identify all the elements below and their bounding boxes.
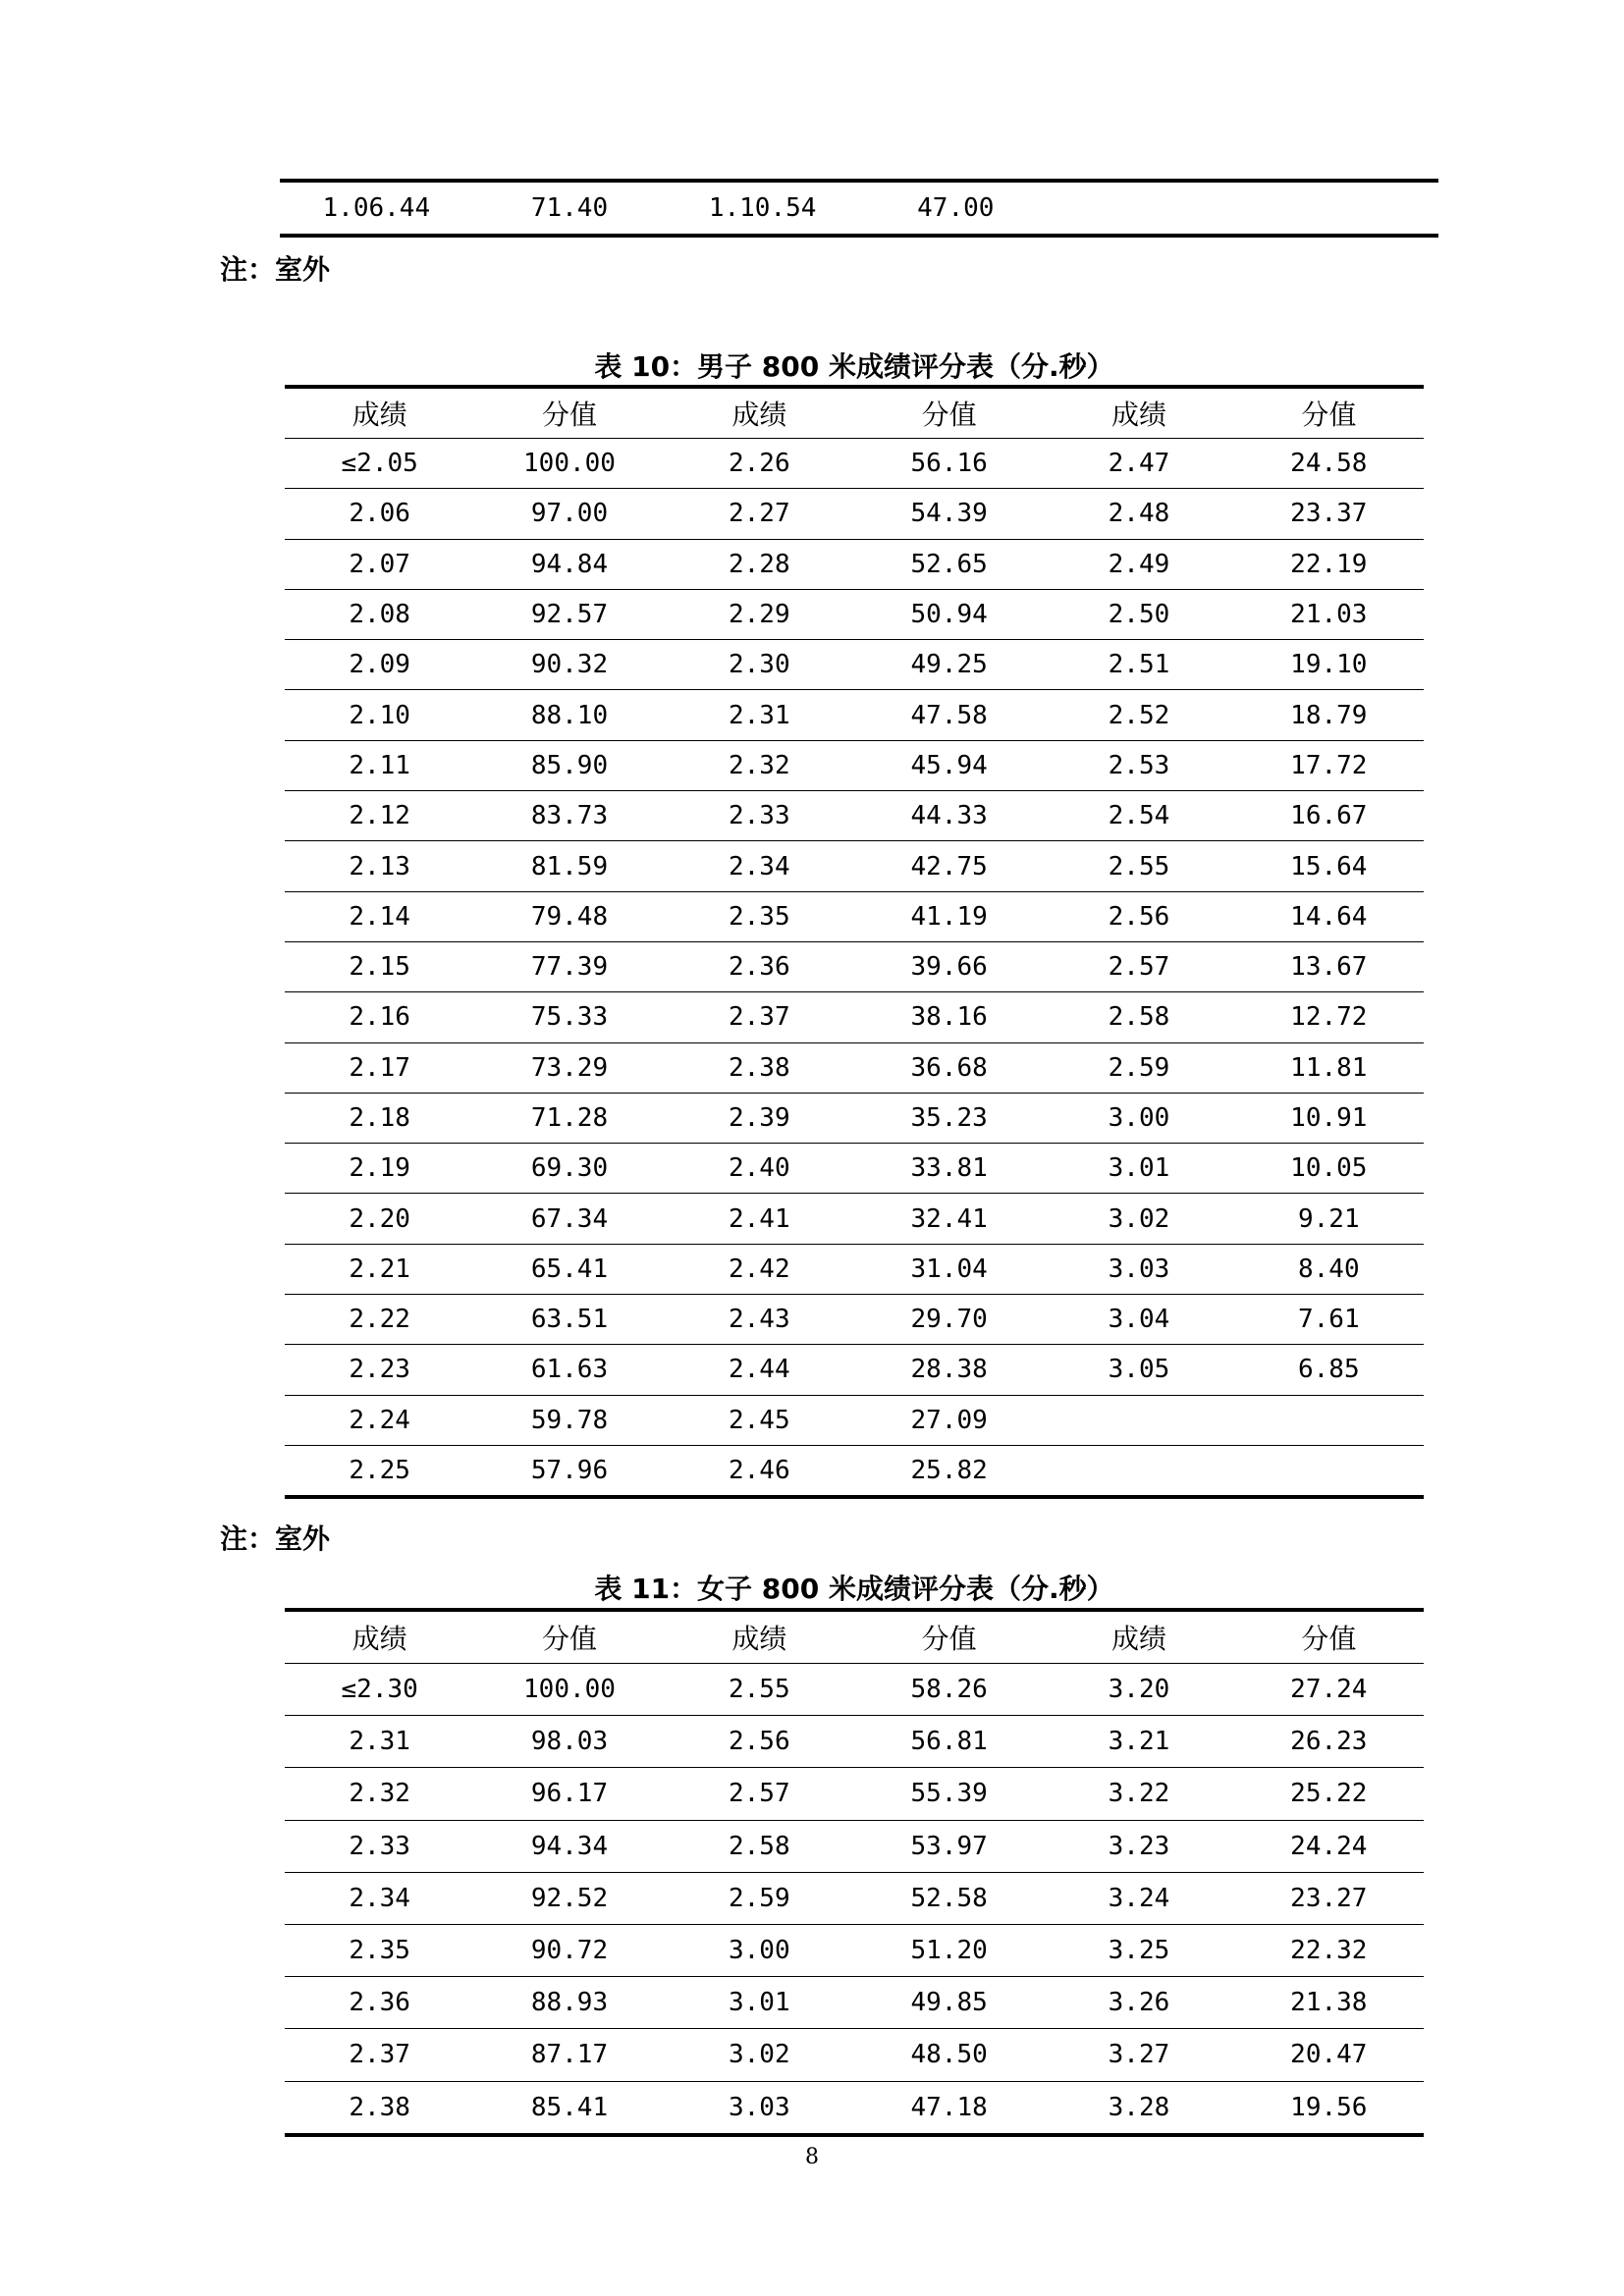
score-cell: 24.58 (1234, 439, 1424, 489)
table-header-row (285, 1610, 1424, 1664)
score-cell: 21.03 (1234, 589, 1424, 639)
score-cell: 65.41 (474, 1244, 664, 1294)
score-cell: 13.67 (1234, 941, 1424, 991)
score-cell: 14.64 (1234, 891, 1424, 941)
score-cell: 85.90 (474, 740, 664, 790)
result-cell: 3.03 (665, 2081, 854, 2135)
result-cell: 2.59 (1044, 1042, 1233, 1093)
result-cell: 2.47 (1044, 439, 1233, 489)
table-row (285, 941, 1424, 991)
score-cell: 97.00 (474, 489, 664, 539)
score-cell: 57.96 (474, 1445, 664, 1497)
table-row (285, 539, 1424, 589)
score-cell: 12.72 (1234, 992, 1424, 1042)
table-cell: 1.10.54 (708, 193, 817, 223)
score-cell: 98.03 (474, 1716, 664, 1768)
score-cell: 69.30 (474, 1144, 664, 1194)
result-cell: 2.15 (285, 941, 474, 991)
column-header: 分值 (474, 387, 664, 439)
score-cell: 17.72 (1234, 740, 1424, 790)
result-cell: 2.45 (665, 1395, 854, 1445)
result-cell: 2.55 (1044, 841, 1233, 891)
result-cell: 2.51 (1044, 640, 1233, 690)
table-cell (1245, 181, 1438, 236)
score-cell: 96.17 (474, 1768, 664, 1820)
result-cell: 2.39 (665, 1093, 854, 1143)
column-header: 成绩 (1044, 387, 1233, 439)
result-cell: 2.26 (665, 439, 854, 489)
score-cell: 15.64 (1234, 841, 1424, 891)
column-header: 分值 (854, 1610, 1044, 1664)
table-row (285, 1445, 1424, 1497)
score-cell: 39.66 (854, 941, 1044, 991)
result-cell: 3.27 (1044, 2029, 1233, 2081)
result-cell: 2.32 (665, 740, 854, 790)
table-row (285, 2029, 1424, 2081)
result-cell: 2.35 (285, 1924, 474, 1976)
result-cell: 3.23 (1044, 1820, 1233, 1872)
result-cell: 2.31 (665, 690, 854, 740)
table-cell: 47.00 (917, 193, 995, 223)
column-header: 成绩 (285, 387, 474, 439)
score-cell: 19.56 (1234, 2081, 1424, 2135)
table-note: 注：室外 (220, 253, 331, 286)
score-cell: 61.63 (474, 1345, 664, 1395)
score-cell: 38.16 (854, 992, 1044, 1042)
result-cell: 2.56 (1044, 891, 1233, 941)
result-cell: 2.19 (285, 1144, 474, 1194)
score-cell: 11.81 (1234, 1042, 1424, 1093)
score-cell: 100.00 (474, 1664, 664, 1716)
table-row (285, 690, 1424, 740)
result-cell: 3.25 (1044, 1924, 1233, 1976)
score-cell: 67.34 (474, 1194, 664, 1244)
result-cell: 2.13 (285, 841, 474, 891)
score-cell: 7.61 (1234, 1295, 1424, 1345)
score-cell: 41.19 (854, 891, 1044, 941)
score-cell: 25.82 (854, 1445, 1044, 1497)
score-cell: 73.29 (474, 1042, 664, 1093)
result-cell: 2.43 (665, 1295, 854, 1345)
result-cell: 2.58 (665, 1820, 854, 1872)
score-cell: 55.39 (854, 1768, 1044, 1820)
result-cell: 2.07 (285, 539, 474, 589)
score-cell: 92.52 (474, 1872, 664, 1924)
table10-male-800m-scores (285, 385, 1424, 1499)
table-row (285, 1295, 1424, 1345)
column-header: 分值 (854, 387, 1044, 439)
table-row (285, 1244, 1424, 1294)
result-cell: 2.33 (665, 791, 854, 841)
score-cell: 22.32 (1234, 1924, 1424, 1976)
table-header-row (285, 387, 1424, 439)
score-cell: 45.94 (854, 740, 1044, 790)
result-cell: 2.31 (285, 1716, 474, 1768)
table-cell: 1.06.44 (322, 193, 431, 223)
result-cell: 3.26 (1044, 1977, 1233, 2029)
result-cell: 2.25 (285, 1445, 474, 1497)
column-header: 成绩 (285, 1610, 474, 1664)
result-cell: 2.37 (665, 992, 854, 1042)
score-cell: 48.50 (854, 2029, 1044, 2081)
score-cell: 92.57 (474, 589, 664, 639)
column-header: 成绩 (1044, 1610, 1233, 1664)
score-cell: 28.38 (854, 1345, 1044, 1395)
score-cell: 29.70 (854, 1295, 1044, 1345)
table-row (285, 1716, 1424, 1768)
score-cell: 90.32 (474, 640, 664, 690)
score-cell: 36.68 (854, 1042, 1044, 1093)
result-cell: 2.24 (285, 1395, 474, 1445)
result-cell (1044, 1445, 1233, 1497)
result-cell: 3.24 (1044, 1872, 1233, 1924)
score-cell: 27.24 (1234, 1664, 1424, 1716)
score-cell: 19.10 (1234, 640, 1424, 690)
result-cell: 2.57 (1044, 941, 1233, 991)
score-cell: 52.65 (854, 539, 1044, 589)
score-cell: 88.10 (474, 690, 664, 740)
score-cell: 9.21 (1234, 1194, 1424, 1244)
score-cell: 6.85 (1234, 1345, 1424, 1395)
table-row (285, 1977, 1424, 2029)
result-cell: 2.54 (1044, 791, 1233, 841)
score-cell: 87.17 (474, 2029, 664, 2081)
score-cell: 10.91 (1234, 1093, 1424, 1143)
score-cell: 21.38 (1234, 1977, 1424, 2029)
table-row (285, 2081, 1424, 2135)
score-cell: 85.41 (474, 2081, 664, 2135)
page-number: 8 (805, 2145, 819, 2169)
score-cell: 54.39 (854, 489, 1044, 539)
score-cell: 50.94 (854, 589, 1044, 639)
score-cell: 56.81 (854, 1716, 1044, 1768)
score-cell: 25.22 (1234, 1768, 1424, 1820)
result-cell: 2.22 (285, 1295, 474, 1345)
score-cell: 42.75 (854, 841, 1044, 891)
column-header: 成绩 (665, 387, 854, 439)
score-cell: 81.59 (474, 841, 664, 891)
result-cell: 2.57 (665, 1768, 854, 1820)
table-row (285, 891, 1424, 941)
score-cell: 26.23 (1234, 1716, 1424, 1768)
result-cell: ≤2.05 (285, 439, 474, 489)
table-row (285, 992, 1424, 1042)
score-cell (1234, 1395, 1424, 1445)
table10-caption: 表 10：男子 800 米成绩评分表（分.秒） (594, 350, 1114, 383)
result-cell: 2.30 (665, 640, 854, 690)
score-cell: 31.04 (854, 1244, 1044, 1294)
table-row (285, 1194, 1424, 1244)
previous-table-tail (280, 179, 1438, 238)
result-cell: 2.11 (285, 740, 474, 790)
result-cell: 2.46 (665, 1445, 854, 1497)
result-cell: 2.44 (665, 1345, 854, 1395)
score-cell: 53.97 (854, 1820, 1044, 1872)
score-cell: 10.05 (1234, 1144, 1424, 1194)
table-row (285, 1820, 1424, 1872)
score-cell (1234, 1445, 1424, 1497)
column-header: 分值 (474, 1610, 664, 1664)
result-cell: 2.28 (665, 539, 854, 589)
table-cell: 71.40 (530, 193, 609, 223)
result-cell: 2.38 (285, 2081, 474, 2135)
score-cell: 52.58 (854, 1872, 1044, 1924)
score-cell: 24.24 (1234, 1820, 1424, 1872)
table-row (285, 1144, 1424, 1194)
table11-caption: 表 11：女子 800 米成绩评分表（分.秒） (594, 1573, 1114, 1605)
result-cell: ≤2.30 (285, 1664, 474, 1716)
result-cell: 2.09 (285, 640, 474, 690)
score-cell: 18.79 (1234, 690, 1424, 740)
result-cell: 2.14 (285, 891, 474, 941)
result-cell: 2.42 (665, 1244, 854, 1294)
score-cell: 47.58 (854, 690, 1044, 740)
table-row (285, 1924, 1424, 1976)
table-row (285, 1345, 1424, 1395)
score-cell: 88.93 (474, 1977, 664, 2029)
result-cell: 2.33 (285, 1820, 474, 1872)
result-cell: 2.56 (665, 1716, 854, 1768)
table-row (280, 181, 1438, 236)
table-row (285, 1768, 1424, 1820)
score-cell: 77.39 (474, 941, 664, 991)
table-row (285, 1395, 1424, 1445)
result-cell: 2.55 (665, 1664, 854, 1716)
score-cell: 8.40 (1234, 1244, 1424, 1294)
result-cell: 2.08 (285, 589, 474, 639)
column-header: 分值 (1234, 1610, 1424, 1664)
result-cell: 2.59 (665, 1872, 854, 1924)
result-cell: 2.29 (665, 589, 854, 639)
result-cell: 3.02 (1044, 1194, 1233, 1244)
score-cell: 47.18 (854, 2081, 1044, 2135)
score-cell: 49.85 (854, 1977, 1044, 2029)
result-cell: 2.17 (285, 1042, 474, 1093)
result-cell: 3.00 (665, 1924, 854, 1976)
score-cell: 44.33 (854, 791, 1044, 841)
table-row (285, 1872, 1424, 1924)
score-cell: 20.47 (1234, 2029, 1424, 2081)
result-cell: 2.50 (1044, 589, 1233, 639)
result-cell: 2.34 (665, 841, 854, 891)
table-row (285, 1042, 1424, 1093)
table-row (285, 439, 1424, 489)
result-cell: 2.32 (285, 1768, 474, 1820)
result-cell: 2.58 (1044, 992, 1233, 1042)
result-cell: 3.04 (1044, 1295, 1233, 1345)
column-header: 成绩 (665, 1610, 854, 1664)
result-cell: 2.16 (285, 992, 474, 1042)
result-cell: 3.01 (665, 1977, 854, 2029)
result-cell: 2.35 (665, 891, 854, 941)
result-cell: 3.22 (1044, 1768, 1233, 1820)
score-cell: 23.27 (1234, 1872, 1424, 1924)
table-row (285, 740, 1424, 790)
result-cell: 3.02 (665, 2029, 854, 2081)
result-cell: 3.01 (1044, 1144, 1233, 1194)
score-cell: 32.41 (854, 1194, 1044, 1244)
result-cell: 2.48 (1044, 489, 1233, 539)
result-cell: 2.40 (665, 1144, 854, 1194)
result-cell: 2.36 (285, 1977, 474, 2029)
table-row (285, 791, 1424, 841)
score-cell: 75.33 (474, 992, 664, 1042)
table-row (285, 841, 1424, 891)
result-cell: 2.49 (1044, 539, 1233, 589)
table-row (285, 1093, 1424, 1143)
result-cell: 3.05 (1044, 1345, 1233, 1395)
result-cell: 2.18 (285, 1093, 474, 1143)
result-cell: 3.03 (1044, 1244, 1233, 1294)
score-cell: 94.34 (474, 1820, 664, 1872)
score-cell: 35.23 (854, 1093, 1044, 1143)
table-row (285, 489, 1424, 539)
result-cell: 2.06 (285, 489, 474, 539)
result-cell: 3.21 (1044, 1716, 1233, 1768)
result-cell: 2.23 (285, 1345, 474, 1395)
score-cell: 100.00 (474, 439, 664, 489)
result-cell: 2.10 (285, 690, 474, 740)
result-cell: 2.27 (665, 489, 854, 539)
score-cell: 79.48 (474, 891, 664, 941)
score-cell: 56.16 (854, 439, 1044, 489)
score-cell: 23.37 (1234, 489, 1424, 539)
result-cell: 2.38 (665, 1042, 854, 1093)
result-cell: 3.28 (1044, 2081, 1233, 2135)
score-cell: 22.19 (1234, 539, 1424, 589)
result-cell: 2.41 (665, 1194, 854, 1244)
score-cell: 90.72 (474, 1924, 664, 1976)
result-cell: 2.37 (285, 2029, 474, 2081)
table-row (285, 1664, 1424, 1716)
score-cell: 49.25 (854, 640, 1044, 690)
score-cell: 16.67 (1234, 791, 1424, 841)
result-cell: 2.53 (1044, 740, 1233, 790)
table11-female-800m-scores (285, 1608, 1424, 2137)
score-cell: 51.20 (854, 1924, 1044, 1976)
result-cell: 2.12 (285, 791, 474, 841)
result-cell: 2.52 (1044, 690, 1233, 740)
score-cell: 83.73 (474, 791, 664, 841)
column-header: 分值 (1234, 387, 1424, 439)
result-cell: 3.00 (1044, 1093, 1233, 1143)
table-row (285, 640, 1424, 690)
score-cell: 94.84 (474, 539, 664, 589)
table-note: 注：室外 (220, 1522, 331, 1555)
result-cell: 3.20 (1044, 1664, 1233, 1716)
result-cell: 2.21 (285, 1244, 474, 1294)
score-cell: 59.78 (474, 1395, 664, 1445)
score-cell: 63.51 (474, 1295, 664, 1345)
result-cell: 2.36 (665, 941, 854, 991)
score-cell: 71.28 (474, 1093, 664, 1143)
result-cell (1044, 1395, 1233, 1445)
score-cell: 27.09 (854, 1395, 1044, 1445)
result-cell: 2.34 (285, 1872, 474, 1924)
result-cell: 2.20 (285, 1194, 474, 1244)
table-cell (1053, 181, 1246, 236)
table-row (285, 589, 1424, 639)
score-cell: 33.81 (854, 1144, 1044, 1194)
score-cell: 58.26 (854, 1664, 1044, 1716)
